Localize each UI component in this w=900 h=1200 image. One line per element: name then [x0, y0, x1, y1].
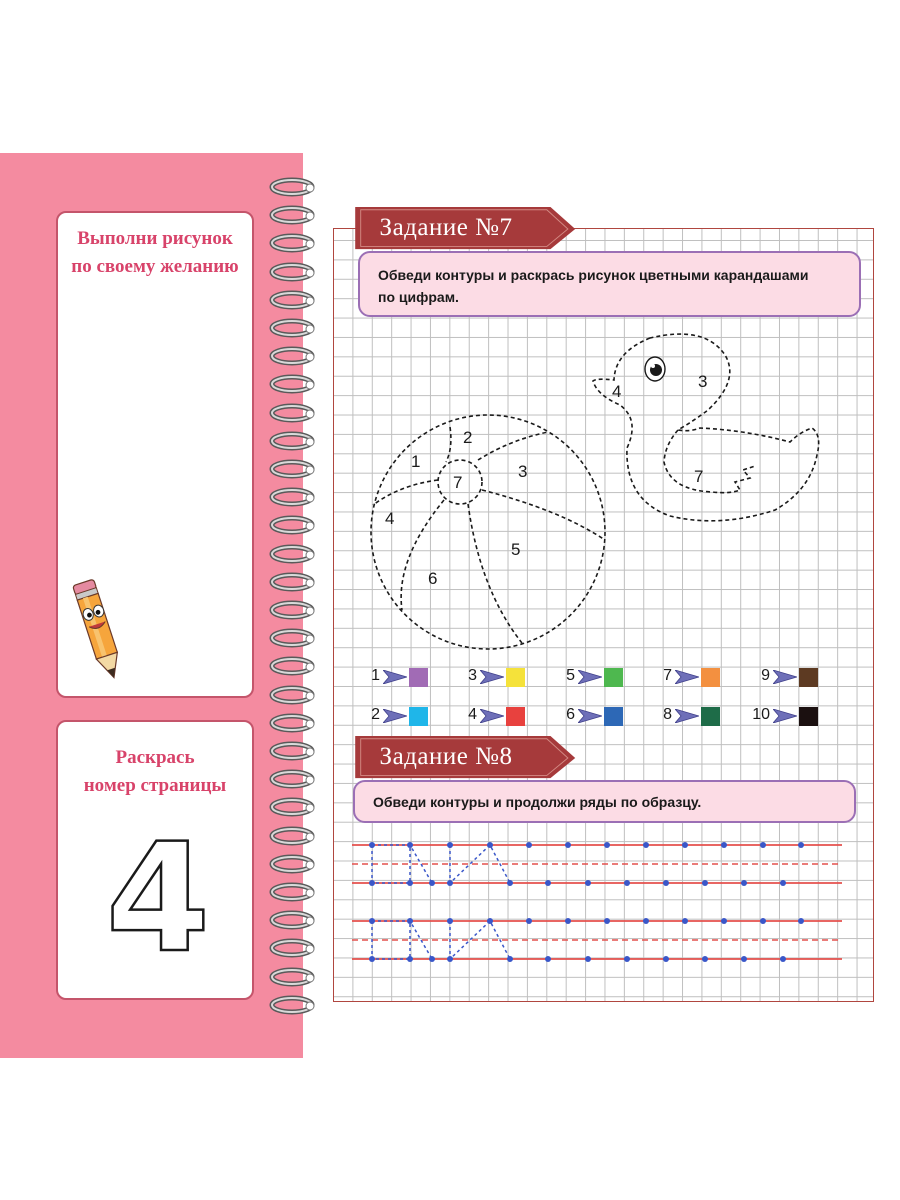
trace-dot: [682, 842, 688, 848]
legend-color-swatch: [799, 668, 818, 687]
trace-dot: [624, 956, 630, 962]
duck-label-3: 3: [698, 372, 708, 391]
trace-dot: [407, 842, 413, 848]
trace-dot: [798, 918, 804, 924]
legend-number: 3: [468, 667, 477, 684]
page-number-digit: 4: [105, 824, 211, 964]
free-drawing-caption: [58, 225, 252, 281]
legend-number: 6: [566, 706, 575, 723]
ball-label-5: 5: [511, 540, 521, 559]
spiral-ring: [268, 712, 320, 734]
trace-dot: [487, 918, 493, 924]
legend-color-swatch: [701, 707, 720, 726]
trace-dot: [526, 918, 532, 924]
trace-dot: [702, 880, 708, 886]
legend-number: 10: [752, 706, 770, 723]
trace-dot: [721, 842, 727, 848]
caption-line-2: по своему желанию: [71, 256, 239, 277]
spiral-ring: [268, 599, 320, 621]
spiral-ring: [268, 768, 320, 790]
trace-dot: [487, 842, 493, 848]
task7-instruction: [358, 251, 861, 317]
ball-label-4: 4: [385, 509, 395, 528]
ball-label-6: 6: [428, 569, 438, 588]
spiral-ring: [268, 176, 320, 198]
spiral-ring: [268, 796, 320, 818]
legend-color-swatch: [409, 707, 428, 726]
arrow-right-icon: [383, 709, 407, 723]
trace-dot: [643, 918, 649, 924]
trace-dot: [526, 842, 532, 848]
spiral-ring: [268, 881, 320, 903]
trace-dot: [760, 918, 766, 924]
arrow-right-icon: [480, 670, 504, 684]
trace-dot: [741, 956, 747, 962]
legend-number: 7: [663, 667, 672, 684]
spiral-ring: [268, 627, 320, 649]
trace-dot: [702, 956, 708, 962]
trace-dot: [663, 880, 669, 886]
trace-dot: [429, 880, 435, 886]
task7-instruction-line2: по цифрам.: [378, 289, 459, 305]
free-drawing-card[interactable]: [56, 211, 254, 698]
legend-color-swatch: [604, 668, 623, 687]
arrow-right-icon: [675, 709, 699, 723]
spiral-ring: [268, 402, 320, 424]
spiral-ring: [268, 289, 320, 311]
legend-number: 2: [371, 706, 380, 723]
spiral-ring: [268, 655, 320, 677]
spiral-ring: [268, 740, 320, 762]
trace-dot: [663, 956, 669, 962]
trace-dot: [447, 918, 453, 924]
arrow-right-icon: [773, 670, 797, 684]
spiral-ring: [268, 458, 320, 480]
trace-dot: [760, 842, 766, 848]
legend-color-swatch: [701, 668, 720, 687]
task8-instruction-text: Обведи контуры и продолжи ряды по образцу.: [373, 794, 702, 810]
trace-dot: [447, 956, 453, 962]
trace-dot: [507, 880, 513, 886]
legend-number: 9: [761, 667, 770, 684]
duck-label-7: 7: [694, 467, 704, 486]
spiral-ring: [268, 853, 320, 875]
trace-dot: [682, 918, 688, 924]
spiral-ring: [268, 232, 320, 254]
trace-dot: [407, 956, 413, 962]
pencil-mascot-icon: [72, 571, 132, 691]
spiral-ring: [268, 345, 320, 367]
trace-dot: [798, 842, 804, 848]
trace-dot: [780, 956, 786, 962]
trace-dot: [447, 842, 453, 848]
legend-color-swatch: [604, 707, 623, 726]
trace-dot: [447, 880, 453, 886]
spiral-ring: [268, 373, 320, 395]
arrow-right-icon: [480, 709, 504, 723]
trace-dot: [604, 918, 610, 924]
trace-dot: [585, 880, 591, 886]
duck-label-4: 4: [612, 382, 622, 401]
spiral-ring: [268, 486, 320, 508]
legend-number: 5: [566, 667, 575, 684]
ball-label-1: 1: [411, 452, 421, 471]
trace-dot: [369, 918, 375, 924]
legend-number: 8: [663, 706, 672, 723]
trace-dot: [369, 880, 375, 886]
spiral-ring: [268, 937, 320, 959]
page-number-caption: [58, 744, 252, 800]
trace-dot: [429, 956, 435, 962]
trace-dot: [585, 956, 591, 962]
caption-line-1: Выполни рисунок: [77, 228, 233, 249]
trace-dot: [545, 880, 551, 886]
arrow-right-icon: [383, 670, 407, 684]
caption-line-2: номер страницы: [83, 775, 227, 796]
trace-dot: [721, 918, 727, 924]
spiral-ring: [268, 966, 320, 988]
arrow-right-icon: [578, 709, 602, 723]
trace-dot: [407, 918, 413, 924]
ball-label-2: 2: [463, 428, 473, 447]
trace-dot: [545, 956, 551, 962]
spiral-ring: [268, 543, 320, 565]
trace-dot: [407, 880, 413, 886]
trace-dot: [624, 880, 630, 886]
ball-label-3: 3: [518, 462, 528, 481]
ball-label-7: 7: [453, 473, 463, 492]
legend-number: 4: [468, 706, 477, 723]
spiral-ring: [268, 514, 320, 536]
task7-instruction-line1: Обведи контуры и раскрась рисунок цветными карандашами: [378, 267, 809, 283]
trace-dot: [780, 880, 786, 886]
legend-color-swatch: [506, 668, 525, 687]
trace-dot: [507, 956, 513, 962]
spiral-ring: [268, 825, 320, 847]
legend-number: 1: [371, 667, 380, 684]
legend-color-swatch: [409, 668, 428, 687]
spiral-ring: [268, 571, 320, 593]
trace-dot: [741, 880, 747, 886]
trace-dot: [565, 842, 571, 848]
arrow-right-icon: [675, 670, 699, 684]
caption-line-1: Раскрась: [115, 747, 195, 768]
spiral-ring: [268, 909, 320, 931]
spiral-ring: [268, 430, 320, 452]
trace-dot: [369, 956, 375, 962]
legend-color-swatch: [506, 707, 525, 726]
arrow-right-icon: [578, 670, 602, 684]
spiral-ring: [268, 204, 320, 226]
trace-dot: [604, 842, 610, 848]
arrow-right-icon: [773, 709, 797, 723]
task7-title: Задание №7: [379, 214, 513, 241]
page-number-outline[interactable]: [98, 824, 218, 964]
spiral-ring: [268, 317, 320, 339]
task8-title: Задание №8: [379, 743, 513, 770]
task8-instruction: [353, 780, 856, 823]
spiral-ring: [268, 684, 320, 706]
trace-dot: [369, 842, 375, 848]
graph-paper-sheet: [333, 228, 874, 1002]
trace-dot: [643, 842, 649, 848]
spiral-ring: [268, 261, 320, 283]
trace-dot: [565, 918, 571, 924]
spiral-ring: [268, 994, 320, 1016]
page-number-card: [56, 720, 254, 1000]
legend-color-swatch: [799, 707, 818, 726]
